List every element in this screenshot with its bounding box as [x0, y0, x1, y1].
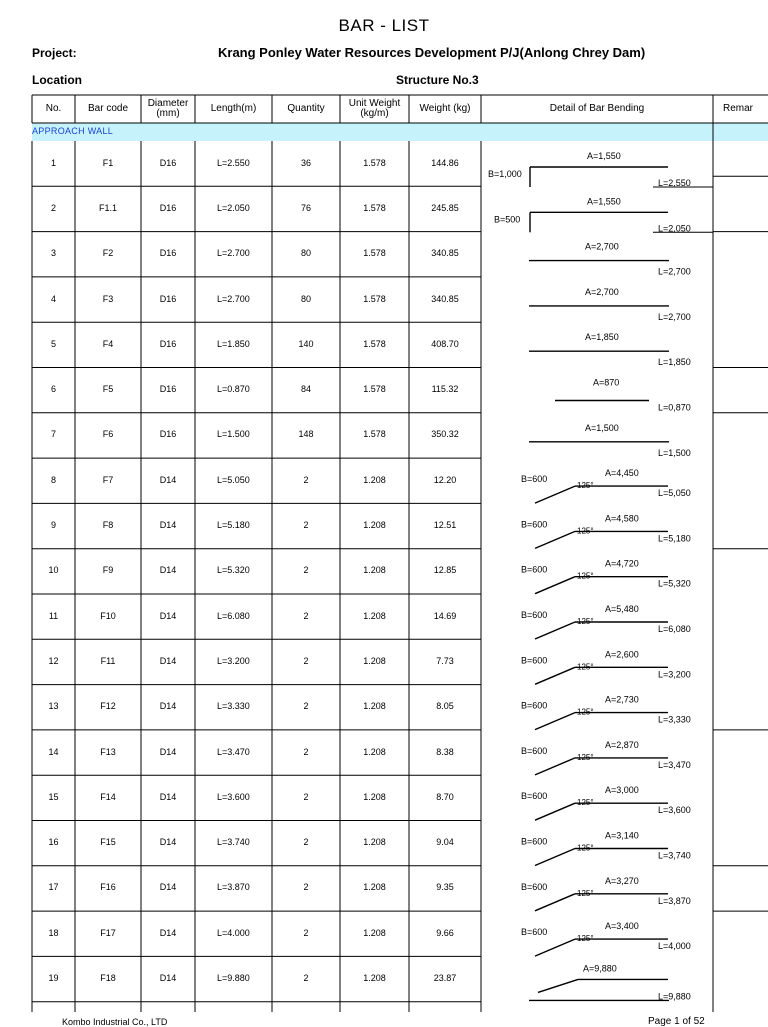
bend-label-l: L=3,740 [658, 850, 691, 861]
length: L=0.870 [217, 384, 250, 395]
unit-weight: 1.208 [363, 520, 386, 531]
diameter: D16 [159, 157, 177, 168]
bend-angle: 125° [577, 843, 594, 853]
weight: 8.70 [436, 791, 454, 802]
unit-weight: 1.208 [363, 565, 386, 576]
unit-weight: 1.208 [363, 882, 386, 893]
bend-angle: 125° [577, 481, 594, 491]
length: L=9.880 [217, 973, 250, 984]
bend-label-b: B=600 [521, 700, 548, 711]
bar-shape-bent [535, 713, 575, 730]
bend-label-b: B=600 [521, 655, 548, 666]
diameter: D14 [159, 973, 177, 984]
diameter: D14 [159, 701, 177, 712]
row-number: 10 [48, 565, 59, 576]
column-header: No. [45, 103, 62, 114]
row-number: 6 [50, 384, 56, 395]
row-number: 5 [50, 338, 56, 349]
column-header: Diameter (mm) [147, 98, 189, 119]
length: L=3.200 [217, 655, 250, 666]
bend-label-l: L=5,320 [658, 578, 691, 589]
bar-shape-bent [535, 486, 575, 503]
bend-angle: 125° [577, 571, 594, 581]
row-number: 3 [50, 248, 56, 259]
bend-angle: 125° [577, 934, 594, 944]
quantity: 2 [303, 655, 309, 666]
bend-label-l: L=2,550 [658, 178, 691, 188]
bar-code: F5 [102, 384, 114, 395]
diameter: D14 [159, 837, 177, 848]
unit-weight: 1.208 [363, 610, 386, 621]
length: L=5.180 [217, 520, 250, 531]
weight: 7.73 [436, 655, 454, 666]
bar-shape-bent [535, 849, 575, 866]
bend-label-a: A=1,850 [585, 332, 619, 343]
quantity: 2 [303, 746, 309, 757]
length: L=2.050 [217, 202, 250, 213]
bend-label-a: A=1,500 [585, 422, 619, 433]
bar-code: F12 [100, 701, 116, 712]
length: L=3.870 [217, 882, 250, 893]
length: L=3.740 [217, 837, 250, 848]
quantity: 2 [303, 520, 309, 531]
row-number: 15 [48, 791, 59, 802]
quantity: 2 [303, 973, 309, 984]
bar-code: F9 [102, 565, 114, 576]
row-number: 13 [48, 701, 59, 712]
unit-weight: 1.578 [363, 248, 386, 259]
location-label: Location [32, 73, 82, 87]
row-number: 17 [48, 882, 59, 893]
section-approach-wall: APPROACH WALL [32, 126, 114, 136]
bend-label-l: L=5,180 [658, 533, 691, 544]
bend-label-a: A=2,730 [605, 694, 639, 705]
bend-label-a: A=870 [593, 377, 620, 388]
diameter: D16 [159, 429, 177, 440]
unit-weight: 1.208 [363, 927, 386, 938]
weight: 245.85 [431, 202, 459, 213]
diameter: D14 [159, 565, 177, 576]
bend-label-b: B=600 [521, 745, 548, 756]
bar-code: F1.1 [98, 202, 117, 213]
unit-weight: 1.578 [363, 202, 386, 213]
bend-label-a: A=4,580 [605, 513, 639, 524]
bend-label-l: L=2,700 [658, 311, 691, 322]
bend-label-a: A=1,550 [587, 196, 621, 207]
unit-weight: 1.578 [363, 293, 386, 304]
weight: 14.69 [433, 610, 457, 621]
row-number: 11 [48, 610, 59, 621]
project-name: Krang Ponley Water Resources Development P/J(Anlong Chrey Dam) [218, 45, 646, 60]
bend-label-b: B=600 [521, 927, 548, 938]
unit-weight: 1.208 [363, 701, 386, 712]
weight: 8.05 [436, 701, 454, 712]
quantity: 2 [303, 927, 309, 938]
bend-label-l: L=3,600 [658, 805, 691, 816]
weight: 9.35 [436, 882, 454, 893]
bend-label-l: L=2,050 [658, 223, 691, 234]
bar-shape-bent [535, 758, 575, 775]
bend-label-l: L=9,880 [658, 991, 691, 1002]
row-number: 9 [50, 520, 56, 531]
length: L=4.000 [217, 927, 250, 938]
row-number: 14 [48, 746, 59, 757]
bar-code: F6 [102, 429, 114, 440]
quantity: 2 [303, 610, 309, 621]
section-band [32, 123, 768, 141]
unit-weight: 1.208 [363, 655, 386, 666]
bend-angle: 125° [577, 707, 594, 717]
unit-weight: 1.578 [363, 384, 386, 395]
bend-label-a: A=2,700 [585, 241, 619, 252]
bend-label-b: B=600 [521, 519, 548, 530]
column-header: Quantity [287, 103, 325, 114]
unit-weight: 1.208 [363, 973, 386, 984]
diameter: D16 [159, 248, 177, 259]
bar-code: F18 [100, 973, 116, 984]
quantity: 84 [300, 384, 311, 395]
length: L=6.080 [217, 610, 250, 621]
bend-label-b: B=500 [494, 214, 521, 225]
bend-angle: 125° [577, 888, 594, 898]
bar-code: F13 [100, 746, 116, 757]
unit-weight: 1.578 [363, 157, 386, 168]
bend-label-a: A=3,000 [605, 785, 639, 796]
diameter: D14 [159, 655, 177, 666]
quantity: 2 [303, 701, 309, 712]
row-number: 1 [50, 157, 56, 168]
page-number: Page 1 of 52 [648, 1016, 705, 1027]
bar-code: F16 [100, 882, 116, 893]
weight: 144.86 [431, 157, 459, 168]
bend-label-l: L=3,200 [658, 669, 691, 680]
row-number: 12 [48, 655, 59, 666]
column-header: Bar code [87, 103, 129, 114]
bend-angle: 125° [577, 526, 594, 536]
quantity: 140 [298, 338, 314, 349]
unit-weight: 1.208 [363, 837, 386, 848]
bend-label-a: A=2,870 [605, 739, 639, 750]
diameter: D14 [159, 882, 177, 893]
unit-weight: 1.208 [363, 746, 386, 757]
diameter: D14 [159, 927, 177, 938]
bend-label-l: L=3,470 [658, 759, 691, 770]
bend-label-a: A=3,270 [605, 875, 639, 886]
weight: 115.32 [431, 384, 459, 395]
bend-angle: 125° [577, 752, 594, 762]
bend-label-b: B=600 [521, 474, 548, 485]
bend-label-a: A=9,880 [583, 963, 617, 974]
bend-angle: 125° [577, 617, 594, 626]
bend-label-b: B=600 [521, 836, 548, 847]
weight: 340.85 [431, 293, 459, 304]
diameter: D14 [159, 474, 177, 485]
weight: 12.85 [433, 565, 457, 576]
bend-label-l: L=3,870 [658, 895, 691, 906]
bend-label-a: A=3,140 [605, 830, 639, 841]
length: L=1.850 [217, 338, 250, 349]
row-number: 16 [48, 837, 59, 848]
bend-label-a: A=4,720 [605, 558, 639, 569]
diameter: D14 [159, 746, 177, 757]
bar-code: F17 [100, 927, 116, 938]
bar-shape-bent [538, 979, 578, 992]
diameter: D16 [159, 384, 177, 395]
length: L=5.050 [217, 474, 250, 485]
weight: 12.51 [433, 520, 457, 531]
bar-code: F2 [102, 248, 114, 259]
bar-code: F4 [102, 338, 114, 349]
row-number: 4 [50, 293, 56, 304]
length: L=2.700 [217, 293, 250, 304]
bar-code: F7 [102, 474, 114, 485]
diameter: D16 [159, 202, 177, 213]
weight: 408.70 [431, 338, 459, 349]
bend-label-a: A=1,550 [587, 151, 621, 161]
bend-label-a: A=5,480 [605, 604, 639, 614]
bar-shape-bent [535, 803, 575, 820]
structure-number: Structure No.3 [396, 73, 479, 87]
weight: 9.04 [436, 837, 454, 848]
bend-label-l: L=3,330 [658, 714, 691, 725]
bend-label-b: B=600 [521, 610, 548, 620]
length: L=2.550 [217, 157, 250, 168]
bend-label-b: B=1,000 [488, 169, 522, 179]
bend-label-a: A=3,400 [605, 921, 639, 932]
bar-code: F11 [100, 655, 116, 666]
bar-code: F1 [102, 157, 114, 168]
unit-weight: 1.208 [363, 474, 386, 485]
bend-label-l: L=4,000 [658, 941, 691, 952]
quantity: 80 [300, 248, 311, 259]
unit-weight: 1.578 [363, 338, 386, 349]
bar-shape-bent [535, 577, 575, 594]
length: L=2.700 [217, 248, 250, 259]
row-number: 8 [50, 474, 56, 485]
diameter: D14 [159, 791, 177, 802]
bar-code: F3 [102, 293, 114, 304]
length: L=3.330 [217, 701, 250, 712]
project-label: Project: [32, 46, 77, 60]
bar-code: F10 [100, 610, 116, 621]
weight: 340.85 [431, 248, 459, 259]
diameter: D16 [159, 338, 177, 349]
bar-shape-bent [535, 939, 575, 956]
quantity: 80 [300, 293, 311, 304]
bar-shape-bent [535, 667, 575, 684]
bar-code: F14 [100, 791, 116, 802]
quantity: 2 [303, 791, 309, 802]
column-header: Weight (kg) [419, 103, 471, 114]
bar-shape-bent [535, 622, 575, 639]
bar-shape-bent [535, 531, 575, 548]
bar-code: F15 [100, 837, 116, 848]
column-header: Remar [723, 103, 754, 114]
column-header: Unit Weight (kg/m) [348, 98, 401, 119]
diameter: D14 [159, 520, 177, 531]
weight: 9.66 [436, 927, 454, 938]
bend-angle: 125° [577, 662, 594, 672]
quantity: 36 [300, 157, 311, 168]
unit-weight: 1.208 [363, 791, 386, 802]
company-name: Kombo Industrial Co., LTD [62, 1017, 168, 1027]
quantity: 2 [303, 565, 309, 576]
row-number: 7 [50, 429, 56, 440]
unit-weight: 1.578 [363, 429, 386, 440]
diameter: D14 [159, 610, 177, 621]
row-number: 18 [48, 927, 59, 938]
column-header: Detail of Bar Bending [549, 103, 645, 114]
quantity: 2 [303, 882, 309, 893]
row-number: 2 [50, 202, 56, 213]
bend-label-l: L=1,850 [658, 357, 691, 368]
bend-label-l: L=0,870 [658, 402, 691, 413]
quantity: 2 [303, 837, 309, 848]
bar-code: F8 [102, 520, 114, 531]
column-header: Length(m) [210, 103, 257, 114]
bar-shape-bent [535, 894, 575, 911]
length: L=1.500 [217, 429, 250, 440]
bend-label-l: L=1,500 [658, 447, 691, 458]
quantity: 76 [300, 202, 311, 213]
bend-label-b: B=600 [521, 881, 548, 892]
bend-label-a: A=2,700 [585, 286, 619, 297]
page-title: BAR - LIST [338, 16, 430, 35]
bend-label-l: L=6,080 [658, 624, 691, 634]
length: L=3.600 [217, 791, 250, 802]
diameter: D16 [159, 293, 177, 304]
weight: 23.87 [433, 973, 457, 984]
bend-angle: 125° [577, 798, 594, 808]
row-number: 19 [48, 973, 59, 984]
weight: 12.20 [433, 474, 457, 485]
bend-label-b: B=600 [521, 791, 548, 802]
quantity: 148 [298, 429, 314, 440]
length: L=5.320 [217, 565, 250, 576]
weight: 8.38 [436, 746, 454, 757]
bend-label-a: A=4,450 [605, 468, 639, 479]
bend-label-b: B=600 [521, 564, 548, 575]
quantity: 2 [303, 474, 309, 485]
bend-label-a: A=2,600 [605, 649, 639, 660]
bend-label-l: L=5,050 [658, 488, 691, 499]
length: L=3.470 [217, 746, 250, 757]
bend-label-l: L=2,700 [658, 266, 691, 277]
weight: 350.32 [431, 429, 459, 440]
